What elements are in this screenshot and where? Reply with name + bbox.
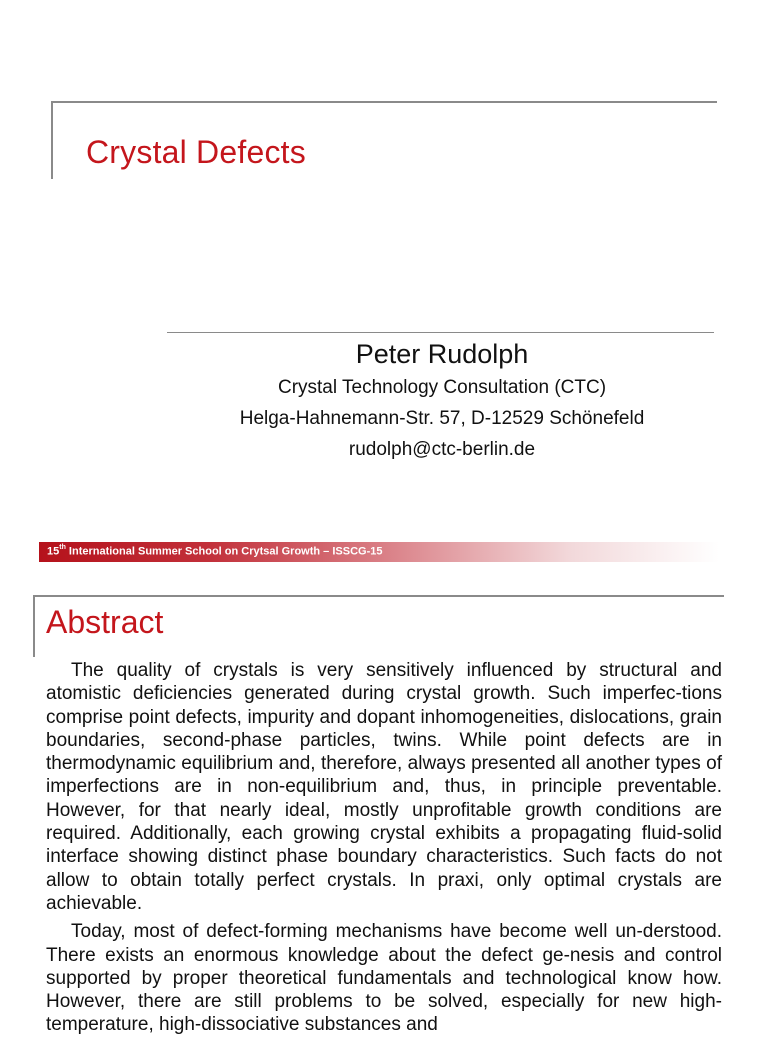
footer-label: International Summer School on Crytsal Growth – ISSCG-15	[65, 545, 383, 558]
author-address: Helga-Hahnemann-Str. 57, D-12529 Schönefeld	[239, 408, 645, 429]
author-divider	[167, 332, 714, 333]
slide-frame-top-rule	[33, 595, 724, 597]
abstract-body	[46, 659, 722, 1042]
author-block	[167, 336, 717, 465]
slide-frame-left-rule	[33, 595, 35, 657]
author-email: rudolph@ctc-berlin.de	[348, 439, 536, 460]
author-organization: Crystal Technology Consultation (CTC)	[277, 377, 607, 398]
footer-text	[47, 545, 382, 558]
author-name: Peter Rudolph	[355, 339, 529, 369]
slide-frame-top-rule	[51, 101, 717, 103]
abstract-paragraph: Today, most of defect-forming mechanisms have become well un-derstood. There exists an enormous knowledge about the defect ge-nesis and control supported by proper theoretical fundamentals and technological know how. However, there are still problems to be solved, especially for new high-temperature, high-dissociative substances and	[46, 921, 722, 1036]
footer-ordinal-number: 15	[47, 545, 60, 558]
footer-ordinal-suffix: th	[59, 544, 66, 551]
page-title: Crystal Defects	[86, 134, 306, 170]
abstract-paragraph: The quality of crystals is very sensitively influenced by structural and atomistic deficiencies generated during crystal growth. Such imperfec-tions comprise point defects, impurity and dopant inhomogeneities, dislocations, grain boundaries, second-phase particles, twins. While point defects are in thermodynamic equilibrium and, therefore, always presented all another types of imperfections are in non-equilibrium and, thus, in principle preventable. However, for that nearly ideal, mostly unprofitable growth conditions are required. Additionally, each growing crystal exhibits a propagating fluid-solid interface showing distinct phase boundary characteristics. Such facts do not allow to obtain totally perfect crystals. In praxi, only optimal crystals are achievable.	[46, 660, 722, 914]
footer-banner	[39, 542, 719, 562]
section-heading: Abstract	[46, 604, 164, 640]
slide-frame-left-rule	[51, 101, 53, 179]
